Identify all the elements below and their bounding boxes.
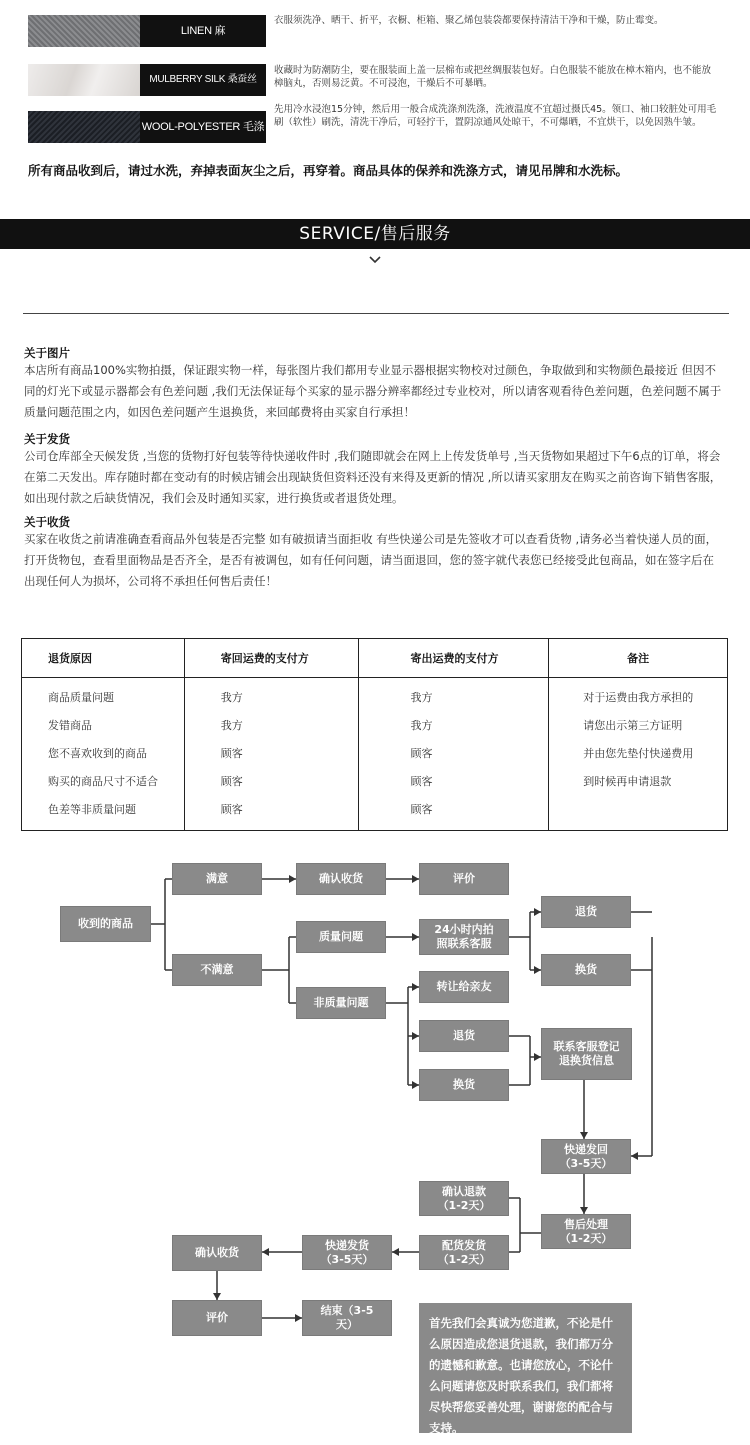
section-body-shipping: 公司仓库部全天候发货 ,当您的货物打好包装等待快递收件时 ,我们随即就会在网上上传发货单号 ,当天货物如果超过下午6点的订单，将会在第二天发出。库存随时都在变动有的时候店铺会出现缺货但资料还没有来得及更新的情况 ,所以请买家朋友在购买之前咨询下销售客服，如出现付款之后缺货情况，我们会及时通知买家，进行换货或者退货处理。 bbox=[24, 449, 722, 505]
fabric-label: MULBERRY SILK 桑蚕丝 bbox=[140, 64, 266, 96]
flow-non-quality: 非质量问题 bbox=[296, 987, 386, 1019]
flow-return-b: 退货 bbox=[419, 1020, 509, 1052]
table-cell: 我方 bbox=[358, 711, 549, 739]
table-cell: 您不喜欢收到的商品 bbox=[22, 739, 185, 767]
section-title-receiving: 关于收货 bbox=[24, 515, 70, 529]
flow-photo-contact: 24小时内拍照联系客服 bbox=[419, 919, 509, 955]
flow-confirm-receipt: 确认收货 bbox=[296, 863, 386, 895]
flow-exchange-a: 换货 bbox=[541, 954, 631, 986]
table-cell: 我方 bbox=[358, 678, 549, 712]
section-title-shipping: 关于发货 bbox=[24, 432, 70, 446]
table-cell: 我方 bbox=[184, 711, 358, 739]
table-cell: 到时候再申请退款 bbox=[549, 767, 728, 795]
table-cell: 顾客 bbox=[184, 739, 358, 767]
flow-finish: 结束（3-5天） bbox=[302, 1300, 392, 1336]
section-body-photos: 本店所有商品100%实物拍摄，保证跟实物一样，每张图片我们都用专业显示器根据实物校对过颜色，争取做到和实物颜色最接近 但因不同的灯光下或显示器都会有色差问题 ,我们无法保证每个买家的显示器分辨率都经过专业校对，所以请客观看待色差问题，色差问题不属于质量问题范围之内，如因色差问题产生退换货，来回邮费将由买家自行承担！ bbox=[24, 363, 722, 419]
table-header: 备注 bbox=[549, 639, 728, 678]
flow-exchange-b: 换货 bbox=[419, 1069, 509, 1101]
flow-review-2: 评价 bbox=[172, 1300, 262, 1336]
flow-ship-goods: 配货发货（1-2天） bbox=[419, 1235, 509, 1270]
flow-unsatisfied: 不满意 bbox=[172, 954, 262, 986]
table-cell: 商品质量问题 bbox=[22, 678, 185, 712]
table-cell: 我方 bbox=[184, 678, 358, 712]
flow-confirm-receipt-2: 确认收货 bbox=[172, 1235, 262, 1271]
table-cell: 顾客 bbox=[184, 767, 358, 795]
apology-note: 首先我们会真诚为您道歉，不论是什么原因造成您退货退款，我们都万分的遗憾和歉意。也请您放心，不论什么问题请您及时联系我们，我们都将尽快帮您妥善处理，谢谢您的配合与支持。 bbox=[419, 1303, 632, 1433]
fabric-desc: 先用冷水浸泡15分钟，然后用一般合成洗涤剂洗涤，洗液温度不宜超过摄氏45。领口、袖口较脏处可用毛刷（软性）刷洗，清洗干净后，可轻拧干，置阴凉通风处晾干，不可爆晒，不宜烘干，以免因熟牛皱。 bbox=[274, 104, 717, 128]
table-cell: 顾客 bbox=[358, 739, 549, 767]
flow-transfer: 转让给亲友 bbox=[419, 971, 509, 1003]
table-cell: 并由您先垫付快递费用 bbox=[549, 739, 728, 767]
table-cell: 顾客 bbox=[358, 767, 549, 795]
table-cell: 购买的商品尺寸不适合 bbox=[22, 767, 185, 795]
flow-express-back: 快递发回（3-5天） bbox=[541, 1139, 631, 1174]
table-cell: 请您出示第三方证明 bbox=[549, 711, 728, 739]
table-header: 寄出运费的支付方 bbox=[358, 639, 549, 678]
table-cell: 发错商品 bbox=[22, 711, 185, 739]
flow-contact-service: 联系客服登记退换货信息 bbox=[541, 1028, 632, 1080]
fabric-desc: 衣服须洗净、晒干、折平，衣橱、柜箱、聚乙烯包装袋都要保持清洁干净和干燥，防止霉变。 bbox=[274, 15, 664, 26]
table-header: 寄回运费的支付方 bbox=[184, 639, 358, 678]
flow-review: 评价 bbox=[419, 863, 509, 895]
service-banner: SERVICE/售后服务 bbox=[0, 219, 750, 249]
table-cell: 对于运费由我方承担的 bbox=[549, 678, 728, 712]
section-title-photos: 关于图片 bbox=[24, 346, 70, 360]
flow-express-ship: 快递发货（3-5天） bbox=[302, 1235, 392, 1270]
flow-return-a: 退货 bbox=[541, 896, 631, 928]
fabric-desc: 收藏时为防潮防尘，要在服装面上盖一层棉布或把丝绸服装包好。白色服装不能放在樟木箱内，也不能放樟脑丸，否则易泛黄。不可浸泡，干燥后不可暴晒。 bbox=[274, 65, 712, 89]
table-header: 退货原因 bbox=[22, 639, 185, 678]
table-cell: 顾客 bbox=[358, 795, 549, 831]
flow-quality-issue: 质量问题 bbox=[296, 921, 386, 953]
section-body-receiving: 买家在收货之前请准确查看商品外包装是否完整 如有破损请当面拒收 有些快递公司是先签收才可以查看货物 ,请务必当着快递人员的面，打开货物包，查看里面物品是否齐全，是否有被调包，如有任何问题，请当面退回，您的签字就代表您已经接受此包商品，如在签字后在出现任何人为损坏，公司将不承担任何售后责任！ bbox=[24, 532, 718, 588]
flow-confirm-refund: 确认退款（1-2天） bbox=[419, 1181, 509, 1216]
fabric-label: WOOL-POLYESTER 毛涤 bbox=[140, 111, 266, 143]
flow-satisfied: 满意 bbox=[172, 863, 262, 895]
flow-aftersale: 售后处理（1-2天） bbox=[541, 1214, 631, 1249]
table-cell: 顾客 bbox=[184, 795, 358, 831]
table-cell: 色差等非质量问题 bbox=[22, 795, 185, 831]
flow-received: 收到的商品 bbox=[60, 906, 151, 942]
care-note: 所有商品收到后，请过水洗，弃掉表面灰尘之后，再穿着。商品具体的保养和洗涤方式，请见吊牌和水洗标。 bbox=[28, 163, 629, 178]
fabric-label: LINEN 麻 bbox=[140, 15, 266, 47]
